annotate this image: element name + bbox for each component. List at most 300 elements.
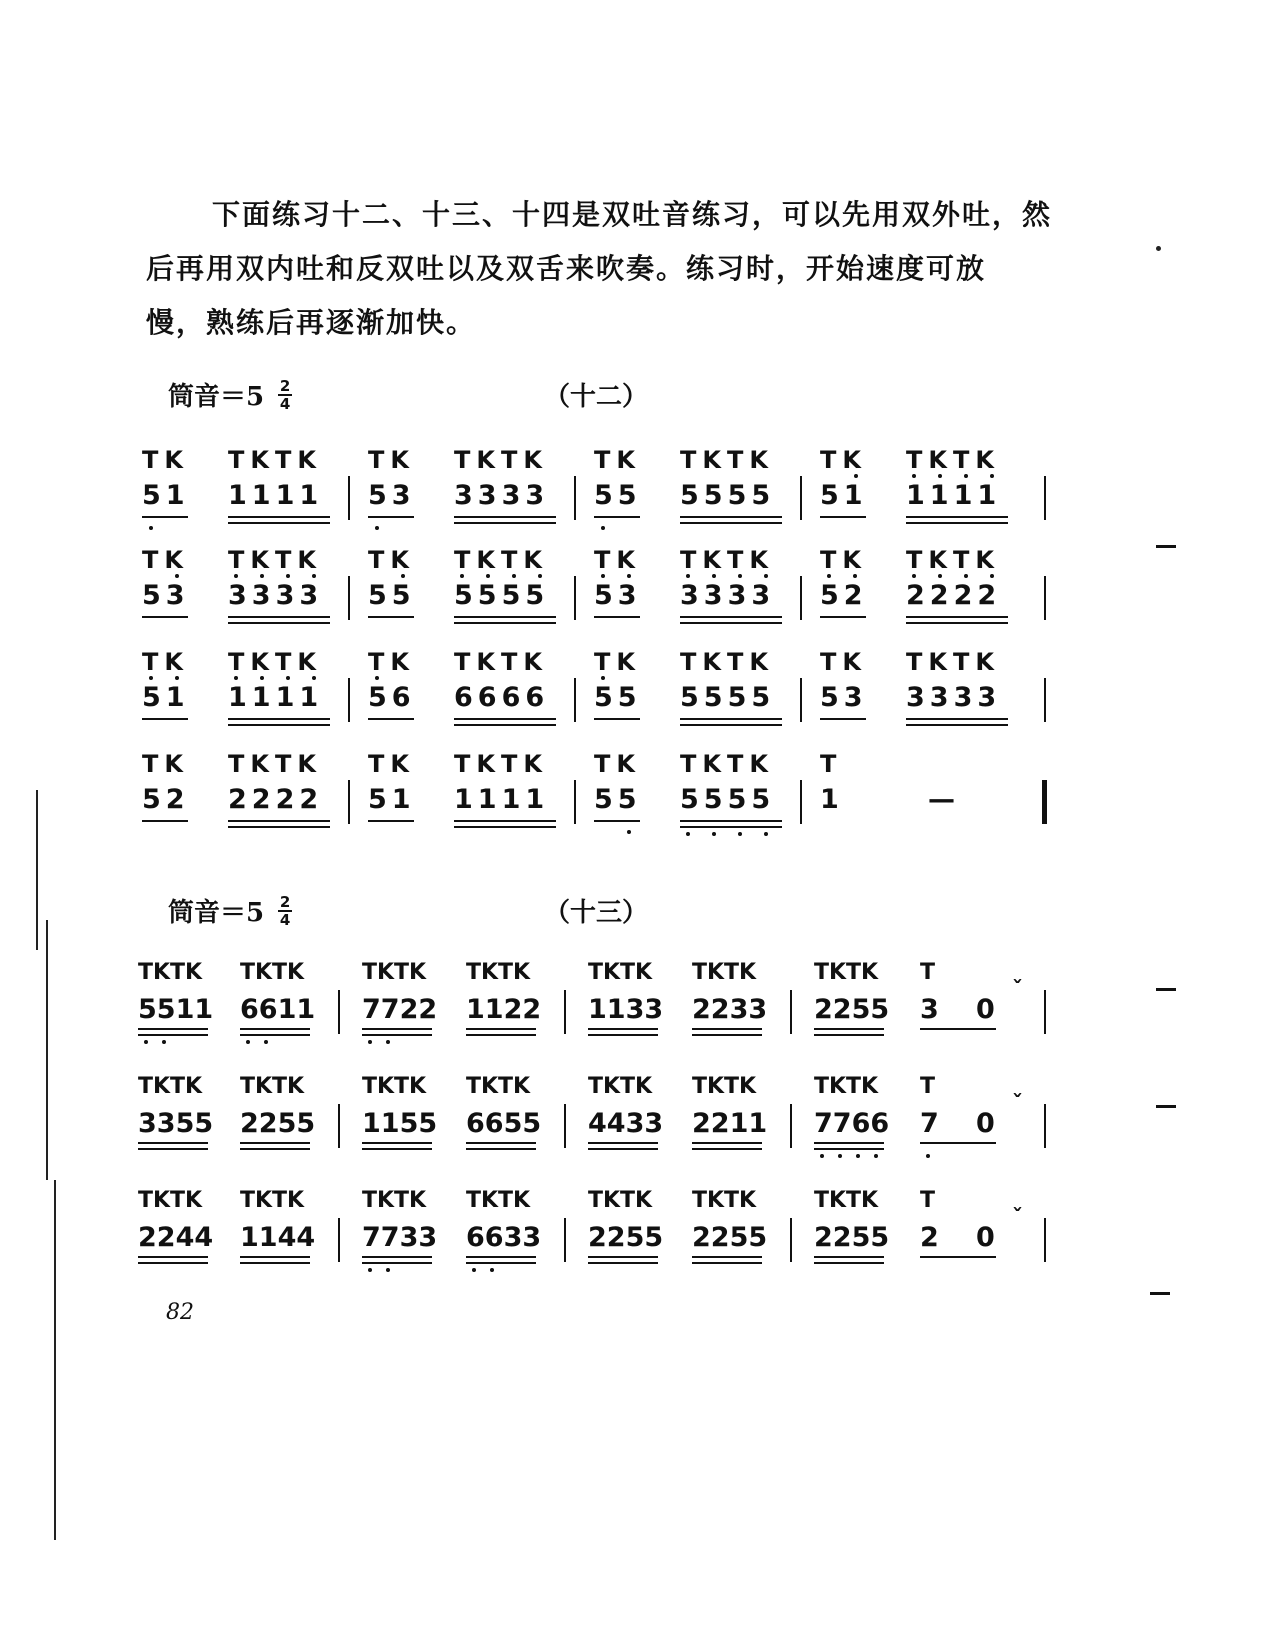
underline bbox=[906, 622, 1008, 624]
tk-label: TKTK bbox=[692, 1074, 757, 1099]
barline bbox=[564, 1104, 566, 1148]
note-group: 2255 bbox=[814, 994, 890, 1025]
underline bbox=[594, 616, 640, 618]
octave-dot bbox=[964, 474, 968, 478]
note-group: 1122 bbox=[466, 994, 542, 1025]
intro-line-2: 后再用双内吐和反双吐以及双舌来吹奏。练习时，开始速度可放 bbox=[146, 252, 987, 285]
note-group: 0 bbox=[976, 1222, 995, 1253]
underline bbox=[454, 724, 556, 726]
note-group: 1111 bbox=[454, 784, 550, 815]
tk-label: TKTK bbox=[588, 960, 653, 985]
octave-dot bbox=[144, 1040, 148, 1044]
barline bbox=[348, 476, 350, 520]
underline bbox=[680, 826, 782, 828]
ex12-title: （十二） bbox=[544, 382, 649, 412]
tk-label: TK bbox=[142, 446, 189, 474]
time-top: 2 bbox=[279, 892, 291, 911]
underline bbox=[240, 1034, 310, 1036]
note-group: 55 bbox=[594, 682, 642, 713]
underline bbox=[814, 1028, 884, 1030]
octave-dot bbox=[738, 574, 742, 578]
underline bbox=[240, 1262, 310, 1264]
underline bbox=[692, 1148, 762, 1150]
underline bbox=[454, 522, 556, 524]
note-group: 6633 bbox=[466, 1222, 542, 1253]
tk-label: TKTK bbox=[362, 1074, 427, 1099]
underline bbox=[240, 1256, 310, 1258]
octave-dot bbox=[764, 574, 768, 578]
octave-dot bbox=[512, 574, 516, 578]
note-group: 3333 bbox=[454, 480, 550, 511]
note-group: 51 bbox=[368, 784, 416, 815]
tk-label: TK bbox=[142, 546, 189, 574]
tk-label: TKTK bbox=[240, 1188, 305, 1213]
tk-label: TKTK bbox=[680, 546, 774, 574]
underline bbox=[920, 1028, 996, 1030]
octave-dot bbox=[938, 474, 942, 478]
tk-label: TK bbox=[368, 546, 415, 574]
underline bbox=[228, 622, 330, 624]
note-group: 55 bbox=[594, 784, 642, 815]
note-group: 2222 bbox=[906, 580, 1002, 611]
breath-mark: ˇ bbox=[1012, 1206, 1023, 1231]
ex12-tempo-label: 筒音＝5 bbox=[168, 382, 265, 412]
underline bbox=[240, 1028, 310, 1030]
note-group: 6611 bbox=[240, 994, 316, 1025]
note-group: 1111 bbox=[228, 480, 324, 511]
underline bbox=[362, 1028, 432, 1030]
note-group: 2255 bbox=[814, 1222, 890, 1253]
underline bbox=[368, 718, 414, 720]
tk-label: TKTK bbox=[906, 446, 1000, 474]
barline bbox=[564, 1218, 566, 1262]
ex13-row-3 bbox=[0, 1188, 1275, 1278]
tk-label: TKTK bbox=[454, 750, 548, 778]
octave-dot bbox=[401, 574, 405, 578]
barline bbox=[800, 780, 802, 824]
note-group: 51 bbox=[142, 480, 190, 511]
note-group: 55 bbox=[594, 480, 642, 511]
tk-label: TKTK bbox=[906, 546, 1000, 574]
tk-label: TK bbox=[368, 648, 415, 676]
note-group: 51 bbox=[142, 682, 190, 713]
barline bbox=[338, 990, 340, 1034]
octave-dot bbox=[926, 1154, 930, 1158]
ex12-tempo bbox=[168, 376, 292, 413]
underline bbox=[692, 1262, 762, 1264]
barline bbox=[800, 576, 802, 620]
tk-label: T bbox=[920, 960, 936, 985]
tk-label: TK bbox=[594, 546, 641, 574]
underline bbox=[368, 820, 414, 822]
note-group: 1144 bbox=[240, 1222, 316, 1253]
barline bbox=[1044, 576, 1046, 620]
underline bbox=[814, 1034, 884, 1036]
octave-dot bbox=[538, 574, 542, 578]
octave-dot bbox=[764, 832, 768, 836]
breath-mark: ˇ bbox=[1012, 978, 1023, 1003]
note-group: 52 bbox=[820, 580, 868, 611]
page-number: 82 bbox=[166, 1300, 194, 1325]
underline bbox=[142, 718, 188, 720]
note-group: 3 bbox=[920, 994, 939, 1025]
note-group: 7733 bbox=[362, 1222, 438, 1253]
tk-label: TKTK bbox=[466, 1188, 531, 1213]
tk-label: TKTK bbox=[814, 1188, 879, 1213]
underline bbox=[368, 516, 414, 518]
barline bbox=[338, 1218, 340, 1262]
octave-dot bbox=[686, 574, 690, 578]
underline bbox=[906, 522, 1008, 524]
note-group: 56 bbox=[368, 682, 416, 713]
note-group: 0 bbox=[976, 994, 995, 1025]
underline bbox=[142, 616, 188, 618]
tk-label: TKTK bbox=[228, 648, 322, 676]
note-group: 1133 bbox=[588, 994, 664, 1025]
underline bbox=[680, 616, 782, 618]
tk-label: TKTK bbox=[138, 1188, 203, 1213]
underline bbox=[680, 516, 782, 518]
tk-label: TK bbox=[820, 546, 867, 574]
scan-dash bbox=[1150, 1292, 1170, 1295]
note-group: 1111 bbox=[228, 682, 324, 713]
underline bbox=[466, 1262, 536, 1264]
octave-dot bbox=[260, 574, 264, 578]
underline bbox=[454, 616, 556, 618]
note-group: 2222 bbox=[228, 784, 324, 815]
tk-label: TK bbox=[820, 648, 867, 676]
octave-dot bbox=[601, 526, 605, 530]
ex13-row-1 bbox=[0, 960, 1275, 1050]
tk-label: TKTK bbox=[466, 1074, 531, 1099]
underline bbox=[588, 1028, 658, 1030]
underline bbox=[680, 522, 782, 524]
octave-dot bbox=[820, 1154, 824, 1158]
tk-label: TKTK bbox=[454, 446, 548, 474]
underline bbox=[466, 1028, 536, 1030]
octave-dot bbox=[712, 832, 716, 836]
ex13-row-2 bbox=[0, 1074, 1275, 1164]
underline bbox=[588, 1256, 658, 1258]
tk-label: TK bbox=[594, 648, 641, 676]
note-group: 3333 bbox=[906, 682, 1002, 713]
breath-mark: ˇ bbox=[1012, 1092, 1023, 1117]
note-group: 2255 bbox=[692, 1222, 768, 1253]
note-group: 3333 bbox=[680, 580, 776, 611]
tk-label: TKTK bbox=[228, 546, 322, 574]
tk-label: TKTK bbox=[240, 1074, 305, 1099]
octave-dot bbox=[990, 474, 994, 478]
octave-dot bbox=[175, 676, 179, 680]
underline bbox=[588, 1148, 658, 1150]
underline bbox=[138, 1262, 208, 1264]
barline bbox=[348, 780, 350, 824]
octave-dot bbox=[912, 474, 916, 478]
tk-label: TK bbox=[594, 750, 641, 778]
note-group: 2255 bbox=[588, 1222, 664, 1253]
octave-dot bbox=[472, 1268, 476, 1272]
barline bbox=[1044, 990, 1046, 1034]
underline bbox=[814, 1142, 884, 1144]
octave-dot bbox=[827, 574, 831, 578]
tk-label: TKTK bbox=[588, 1074, 653, 1099]
barline bbox=[1044, 476, 1046, 520]
underline bbox=[594, 718, 640, 720]
underline bbox=[680, 724, 782, 726]
underline bbox=[692, 1256, 762, 1258]
note-group: 7722 bbox=[362, 994, 438, 1025]
note-group: 52 bbox=[142, 784, 190, 815]
underline bbox=[228, 522, 330, 524]
note-group: 2244 bbox=[138, 1222, 214, 1253]
underline bbox=[362, 1256, 432, 1258]
tk-label: T bbox=[820, 750, 843, 778]
tk-label: TKTK bbox=[814, 960, 879, 985]
underline bbox=[820, 616, 866, 618]
tk-label: TK bbox=[142, 750, 189, 778]
note-group: 53 bbox=[820, 682, 868, 713]
barline bbox=[574, 780, 576, 824]
octave-dot bbox=[162, 1040, 166, 1044]
note-group: 5555 bbox=[680, 480, 776, 511]
octave-dot bbox=[601, 574, 605, 578]
tk-label: TKTK bbox=[680, 750, 774, 778]
barline bbox=[574, 476, 576, 520]
octave-dot bbox=[246, 1040, 250, 1044]
octave-dot bbox=[874, 1154, 878, 1158]
note-group: 7766 bbox=[814, 1108, 890, 1139]
ex13-tempo bbox=[168, 892, 292, 929]
underline bbox=[814, 1256, 884, 1258]
note-group: 1155 bbox=[362, 1108, 438, 1139]
underline bbox=[594, 516, 640, 518]
octave-dot bbox=[286, 574, 290, 578]
underline bbox=[692, 1028, 762, 1030]
tk-label: TKTK bbox=[138, 960, 203, 985]
tk-label: T bbox=[920, 1188, 936, 1213]
tk-label: TKTK bbox=[680, 446, 774, 474]
underline bbox=[454, 718, 556, 720]
octave-dot bbox=[854, 474, 858, 478]
underline bbox=[594, 820, 640, 822]
barline bbox=[574, 576, 576, 620]
octave-dot bbox=[486, 574, 490, 578]
octave-dot bbox=[312, 574, 316, 578]
tk-label: TK bbox=[142, 648, 189, 676]
tk-label: TKTK bbox=[454, 546, 548, 574]
underline bbox=[362, 1262, 432, 1264]
underline bbox=[920, 1256, 996, 1258]
barline bbox=[338, 1104, 340, 1148]
underline bbox=[466, 1034, 536, 1036]
tk-label: TKTK bbox=[362, 960, 427, 985]
octave-dot bbox=[312, 676, 316, 680]
octave-dot bbox=[627, 830, 631, 834]
underline bbox=[368, 616, 414, 618]
octave-dot bbox=[149, 526, 153, 530]
note-group: 7 bbox=[920, 1108, 939, 1139]
underline bbox=[680, 718, 782, 720]
barline bbox=[790, 1104, 792, 1148]
tk-label: TKTK bbox=[692, 1188, 757, 1213]
octave-dot bbox=[838, 1154, 842, 1158]
tk-label: TKTK bbox=[466, 960, 531, 985]
underline bbox=[588, 1034, 658, 1036]
tk-label: TKTK bbox=[454, 648, 548, 676]
tk-label: TK bbox=[368, 446, 415, 474]
octave-dot bbox=[712, 574, 716, 578]
barline bbox=[1044, 678, 1046, 722]
ex12-time-signature bbox=[278, 376, 292, 413]
note-group: 53 bbox=[142, 580, 190, 611]
underline bbox=[920, 1142, 996, 1144]
underline bbox=[228, 724, 330, 726]
ex13-time-signature bbox=[278, 892, 292, 929]
time-top: 2 bbox=[279, 376, 291, 395]
underline bbox=[362, 1148, 432, 1150]
octave-dot bbox=[912, 574, 916, 578]
octave-dot bbox=[286, 676, 290, 680]
underline bbox=[906, 516, 1008, 518]
underline bbox=[692, 1034, 762, 1036]
barline bbox=[1044, 1104, 1046, 1148]
barline bbox=[800, 476, 802, 520]
tk-label: TKTK bbox=[814, 1074, 879, 1099]
octave-dot bbox=[938, 574, 942, 578]
note-group: — bbox=[928, 784, 960, 815]
intro-line-3: 慢，熟练后再逐渐加快。 bbox=[146, 306, 477, 339]
note-group: 1 bbox=[820, 784, 844, 815]
ex12-row-2 bbox=[0, 546, 1275, 636]
underline bbox=[454, 820, 556, 822]
underline bbox=[228, 616, 330, 618]
underline bbox=[362, 1142, 432, 1144]
time-bottom: 4 bbox=[279, 910, 291, 929]
ex12-row-1 bbox=[0, 446, 1275, 536]
underline bbox=[240, 1142, 310, 1144]
underline bbox=[906, 616, 1008, 618]
note-group: 6666 bbox=[454, 682, 550, 713]
underline bbox=[588, 1262, 658, 1264]
octave-dot bbox=[368, 1040, 372, 1044]
ex13-tempo-label: 筒音＝5 bbox=[168, 898, 265, 928]
octave-dot bbox=[601, 676, 605, 680]
tk-label: TK bbox=[594, 446, 641, 474]
tk-label: TKTK bbox=[588, 1188, 653, 1213]
underline bbox=[466, 1142, 536, 1144]
note-group: 6655 bbox=[466, 1108, 542, 1139]
underline bbox=[466, 1148, 536, 1150]
final-barline bbox=[1042, 780, 1047, 824]
intro-line-1: 下面练习十二、十三、十四是双吐音练习，可以先用双外吐，然 bbox=[212, 198, 1053, 231]
underline bbox=[692, 1142, 762, 1144]
underline bbox=[454, 826, 556, 828]
octave-dot bbox=[234, 574, 238, 578]
octave-dot bbox=[375, 526, 379, 530]
octave-dot bbox=[853, 574, 857, 578]
octave-dot bbox=[175, 574, 179, 578]
tk-label: TKTK bbox=[240, 960, 305, 985]
barline bbox=[574, 678, 576, 722]
note-group: 2 bbox=[920, 1222, 939, 1253]
tk-label: TKTK bbox=[138, 1074, 203, 1099]
octave-dot bbox=[460, 574, 464, 578]
octave-dot bbox=[686, 832, 690, 836]
barline bbox=[1044, 1218, 1046, 1262]
octave-dot bbox=[375, 676, 379, 680]
underline bbox=[138, 1256, 208, 1258]
tk-label: TKTK bbox=[906, 648, 1000, 676]
underline bbox=[820, 516, 866, 518]
scan-dot bbox=[1156, 246, 1161, 251]
underline bbox=[814, 1148, 884, 1150]
octave-dot bbox=[386, 1268, 390, 1272]
tk-label: TK bbox=[368, 750, 415, 778]
note-group: 2255 bbox=[240, 1108, 316, 1139]
octave-dot bbox=[856, 1154, 860, 1158]
underline bbox=[138, 1034, 208, 1036]
note-group: 53 bbox=[594, 580, 642, 611]
time-bottom: 4 bbox=[279, 394, 291, 413]
note-group: 5555 bbox=[680, 784, 776, 815]
underline bbox=[680, 820, 782, 822]
note-group: 4433 bbox=[588, 1108, 664, 1139]
ex12-row-4 bbox=[0, 750, 1275, 840]
underline bbox=[906, 718, 1008, 720]
barline bbox=[800, 678, 802, 722]
underline bbox=[588, 1142, 658, 1144]
barline bbox=[790, 1218, 792, 1262]
octave-dot bbox=[260, 676, 264, 680]
octave-dot bbox=[149, 676, 153, 680]
underline bbox=[454, 622, 556, 624]
underline bbox=[138, 1142, 208, 1144]
note-group: 3355 bbox=[138, 1108, 214, 1139]
ex12-row-3 bbox=[0, 648, 1275, 738]
barline bbox=[348, 678, 350, 722]
note-group: 2211 bbox=[692, 1108, 768, 1139]
octave-dot bbox=[368, 1268, 372, 1272]
underline bbox=[228, 718, 330, 720]
underline bbox=[228, 820, 330, 822]
underline bbox=[454, 516, 556, 518]
octave-dot bbox=[964, 574, 968, 578]
intro-paragraph bbox=[146, 188, 1106, 350]
ex13-title: （十三） bbox=[544, 898, 649, 928]
barline bbox=[564, 990, 566, 1034]
tk-label: TKTK bbox=[362, 1188, 427, 1213]
note-group: 5555 bbox=[454, 580, 550, 611]
barline bbox=[348, 576, 350, 620]
barline bbox=[790, 990, 792, 1034]
underline bbox=[814, 1262, 884, 1264]
tk-label: TK bbox=[820, 446, 867, 474]
octave-dot bbox=[490, 1268, 494, 1272]
underline bbox=[906, 724, 1008, 726]
underline bbox=[138, 1028, 208, 1030]
tk-label: TKTK bbox=[228, 750, 322, 778]
note-group: 1111 bbox=[906, 480, 1002, 511]
underline bbox=[466, 1256, 536, 1258]
note-group: 51 bbox=[820, 480, 868, 511]
underline bbox=[142, 820, 188, 822]
underline bbox=[820, 718, 866, 720]
note-group: 0 bbox=[976, 1108, 995, 1139]
underline bbox=[240, 1148, 310, 1150]
underline bbox=[142, 516, 188, 518]
tk-label: TKTK bbox=[228, 446, 322, 474]
octave-dot bbox=[627, 574, 631, 578]
